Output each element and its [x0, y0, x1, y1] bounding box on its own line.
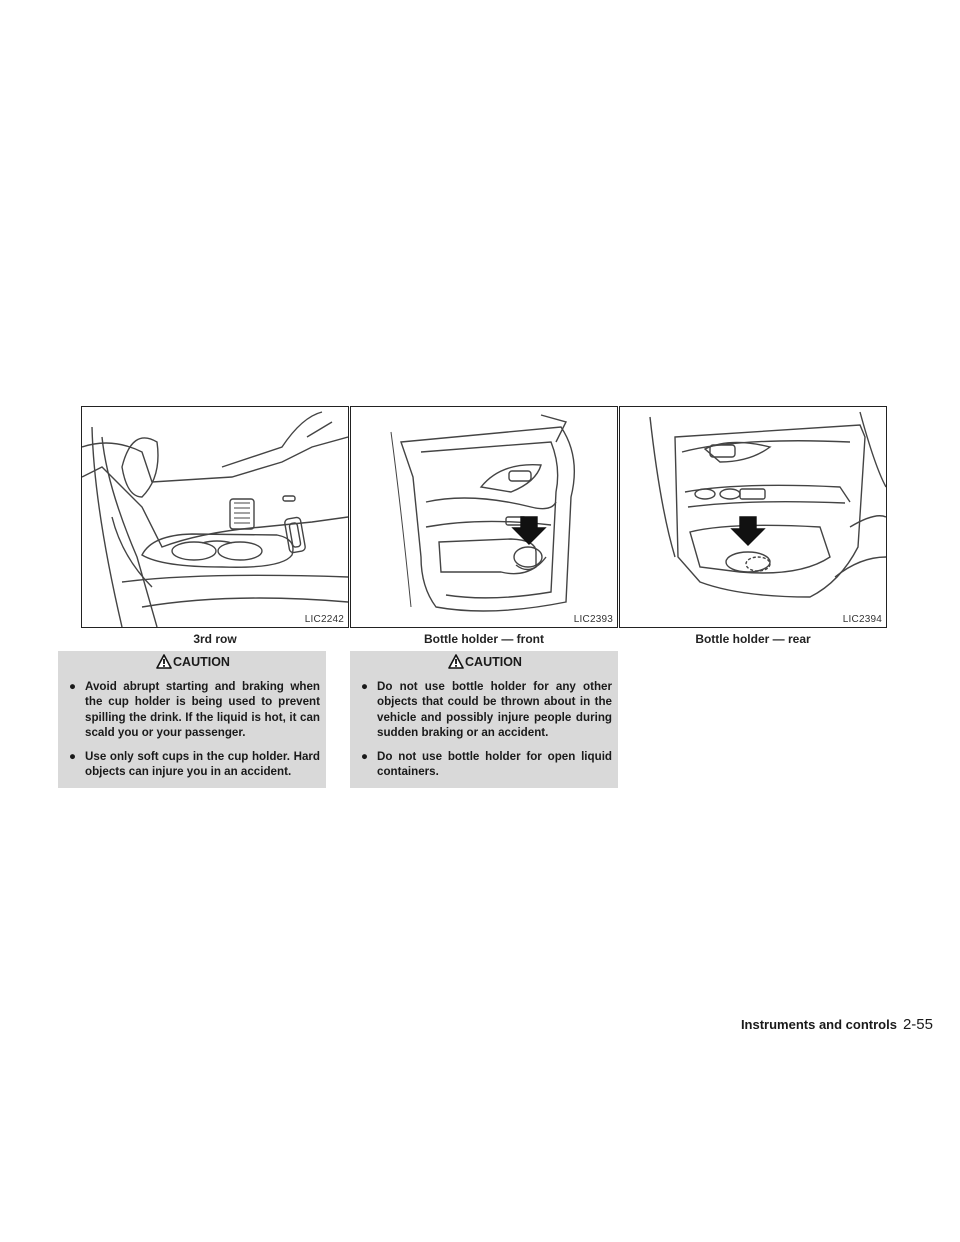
bullet-icon: ● — [69, 750, 77, 764]
caution-box-cup-holder — [58, 651, 326, 788]
caution-item: ● Do not use bottle holder for any other objects that could be thrown about in the vehicle and possibly injure people during sudden braking or an accident. — [361, 680, 612, 739]
rear-door-bottle-holder-illustration — [620, 407, 886, 627]
caution-item: ● Avoid abrupt starting and braking when the cup holder is being used to prevent spilling the drink. If the liquid is hot, it can scald you or your passenger. — [69, 680, 320, 739]
caution-title: CAUTION — [173, 655, 230, 669]
figure-code: LIC2393 — [573, 614, 613, 625]
figure-caption-bottle-holder-front: Bottle holder — front — [424, 632, 544, 646]
caution-item: ● Use only soft cups in the cup holder. Hard objects can injure you in an accident. — [69, 750, 320, 779]
figure-code: LIC2242 — [304, 614, 344, 625]
figure-3rd-row — [81, 406, 349, 628]
figure-caption-3rd-row: 3rd row — [193, 632, 237, 646]
third-row-cup-holder-illustration — [82, 407, 348, 627]
bullet-icon: ● — [69, 680, 77, 693]
figure-caption-bottle-holder-rear: Bottle holder — rear — [695, 632, 811, 646]
figure-bottle-holder-rear — [619, 406, 887, 628]
front-door-bottle-holder-illustration — [351, 407, 617, 627]
warning-triangle-icon — [156, 654, 172, 669]
warning-triangle-icon — [448, 654, 464, 669]
bullet-icon: ● — [361, 750, 369, 764]
figure-code: LIC2394 — [842, 614, 882, 625]
caution-box-bottle-holder — [350, 651, 618, 788]
section-title: Instruments and controls — [740, 1017, 897, 1032]
caution-heading — [66, 654, 320, 670]
caution-item: ● Do not use bottle holder for open liquid containers. — [361, 750, 612, 779]
caution-title: CAUTION — [465, 655, 522, 669]
caution-heading — [358, 654, 612, 670]
page-number: 2-55 — [902, 1016, 933, 1033]
figure-bottle-holder-front — [350, 406, 618, 628]
bullet-icon: ● — [361, 680, 369, 693]
page-footer — [650, 1016, 933, 1034]
